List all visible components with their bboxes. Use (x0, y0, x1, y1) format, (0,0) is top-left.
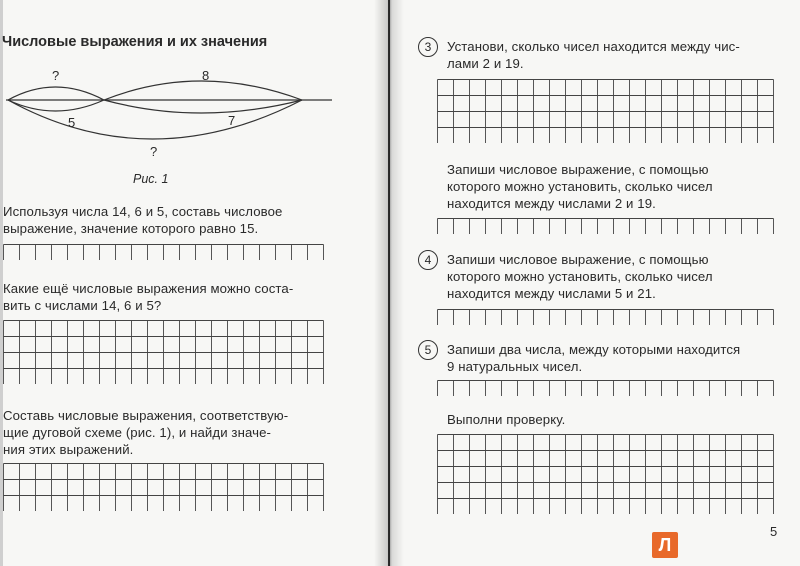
r-task3-sub-line3: находится между числами 2 и 19. (447, 196, 656, 211)
r-task3-sub-line2: которого можно установить, сколько чисел (447, 179, 713, 194)
diagram-label-bottom-left: 5 (68, 115, 76, 130)
answer-grid-r5b[interactable] (437, 434, 777, 514)
task1-line1: Используя числа 14, 6 и 5, составь числовое (3, 204, 283, 219)
publisher-logo-icon: Л (652, 532, 678, 558)
task-number-5: 5 (418, 340, 438, 360)
page-number: 5 (770, 524, 778, 539)
diagram-label-bottom-right: 7 (228, 113, 236, 128)
page-title: Числовые выражения и их значения (2, 34, 268, 50)
left-page (0, 0, 388, 566)
r-task3-line2: лами 2 и 19. (447, 56, 524, 71)
answer-grid-r4[interactable] (437, 309, 777, 325)
r-task3-sub-line1: Запиши числовое выражение, с помощью (447, 162, 709, 177)
diagram-label-top-left: ? (52, 68, 60, 83)
r-task4-line2: которого можно установить, сколько чисел (447, 269, 713, 284)
task-number-3: 3 (418, 37, 438, 57)
task3-line3: ния этих выражений. (3, 442, 134, 457)
r-task4-line1: Запиши числовое выражение, с помощью (447, 252, 709, 267)
answer-grid-r3b[interactable] (437, 218, 777, 234)
r-task3-line1: Установи, сколько чисел находится между чис- (447, 39, 740, 54)
figure-caption: Рис. 1 (133, 172, 169, 186)
task2-line1: Какие ещё числовые выражения можно соста- (3, 281, 294, 296)
r-task4-line3: находится между числами 5 и 21. (447, 286, 656, 301)
task-number-4: 4 (418, 250, 438, 270)
r-task5-line2: 9 натуральных чисел. (447, 359, 583, 374)
task2-line2: вить с числами 14, 6 и 5? (3, 298, 162, 313)
diagram-label-bottom: ? (150, 144, 158, 159)
task3-line1: Составь числовые выражения, соответствую- (3, 408, 289, 423)
r-task5-line1: Запиши два числа, между которыми находится (447, 342, 741, 357)
answer-grid-r5a[interactable] (437, 380, 777, 396)
answer-grid-task2[interactable] (3, 320, 333, 384)
task1-line2: выражение, значение которого равно 15. (3, 221, 259, 236)
answer-grid-task1[interactable] (3, 244, 333, 260)
right-page (390, 0, 800, 566)
answer-grid-r3a[interactable] (437, 79, 777, 143)
r-task5-check: Выполни проверку. (447, 412, 566, 427)
arc-diagram (0, 60, 340, 160)
answer-grid-task3[interactable] (3, 463, 333, 511)
diagram-label-top-right: 8 (202, 68, 210, 83)
task3-line2: щие дуговой схеме (рис. 1), и найди значе- (3, 425, 271, 440)
